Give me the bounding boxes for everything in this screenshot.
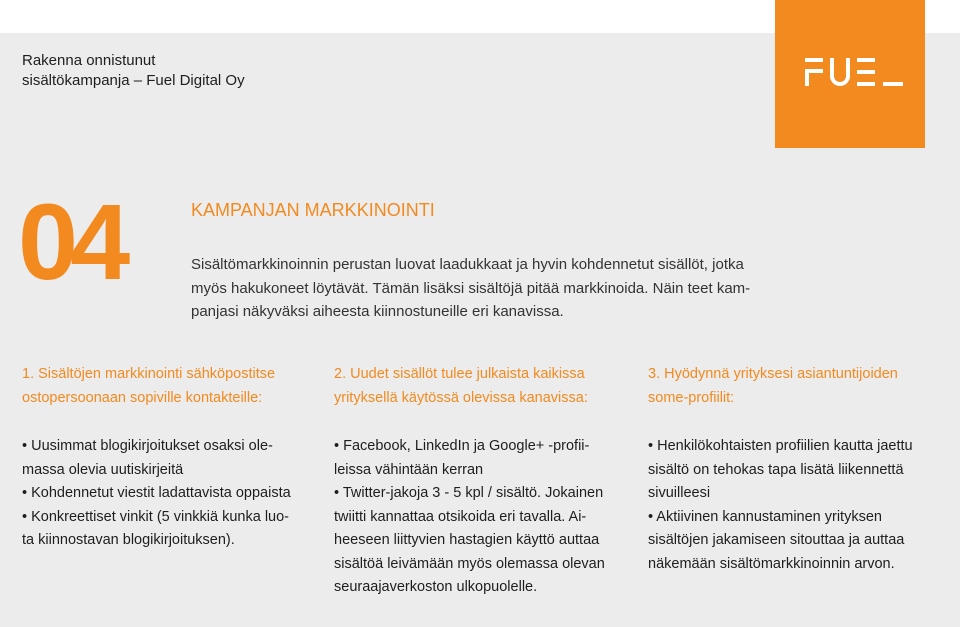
intro-line: Sisältömarkkinoinnin perustan luovat laadukkaat ja hyvin kohdennetut sisällöt, jotka [191,256,744,273]
column-channels [334,363,634,595]
list-item: ta kiinnostavan blogikirjoituksen). [22,532,235,548]
column-heading: some-profiilit: [648,389,735,406]
list-item: • Henkilökohtaisten profiilien kautta jaettu [648,438,913,454]
list-item: seuraajaverkoston ulkopuolelle. [334,579,538,595]
list-item: • Kohdennetut viestit ladattavista oppaista [22,485,291,501]
column-heading: 3. Hyödynnä yrityksesi asiantuntijoiden [648,366,898,382]
list-item: twiitti kannattaa otsikoida eri tavalla. Ai- [334,508,587,525]
list-item: sivuilleesi [648,485,711,501]
column-heading: yrityksellä käytössä olevissa kanavissa: [334,389,588,406]
list-item: • Facebook, LinkedIn ja Google+ -profii- [334,438,590,454]
brand-line-2: sisältökampanja – Fuel Digital Oy [22,72,245,89]
fuel-logo [775,0,925,148]
section-title: KAMPANJAN MARKKINOINTI [191,200,435,220]
column-email [22,363,322,548]
column-body [648,435,913,576]
column-heading: 1. Sisältöjen markkinointi sähköpostitse [22,366,276,382]
list-item: • Twitter-jakoja 3 - 5 kpl / sisältö. Jokainen [334,485,604,501]
list-item: heeseen liittyvien hastagien käyttö auttaa [334,532,600,548]
column-heading: 2. Uudet sisällöt tulee julkaista kaikissa [334,366,585,382]
list-item: • Konkreettiset vinkit (5 vinkkiä kunka luo- [22,508,289,525]
list-item: massa olevia uutiskirjeitä [22,461,184,478]
intro-line: panjasi näkyväksi aiheesta kiinnostuneille eri kanavissa. [191,303,564,320]
intro-line: myös hakukoneet löytävät. Tämän lisäksi sisältöjä pitää markkinoida. Näin teet kam- [191,279,751,297]
column-experts [648,363,948,572]
list-item: sisältöä leivämään myös olemassa olevan [334,555,605,572]
column-heading: ostopersoonaan sopiville kontakteille: [22,389,263,406]
column-body [334,435,605,600]
list-item: • Aktiivinen kannustaminen yrityksen [648,508,882,525]
list-item: näkemään sisältömarkkinoinnin arvon. [648,555,895,572]
brand-caption [22,51,245,91]
list-item: sisältöjen jakamiseen sitouttaa ja auttaa [648,532,905,548]
column-body [22,435,291,553]
list-item: leissa vähintään kerran [334,461,484,478]
fuel-logo-icon [775,0,925,148]
intro-paragraph [191,253,811,324]
brand-line-1: Rakenna onnistunut [22,52,156,69]
section-number: 04 [18,181,123,302]
list-item: sisältö on tehokas tapa lisätä liikennettä [648,461,904,478]
list-item: • Uusimmat blogikirjoitukset osaksi ole- [22,438,273,454]
